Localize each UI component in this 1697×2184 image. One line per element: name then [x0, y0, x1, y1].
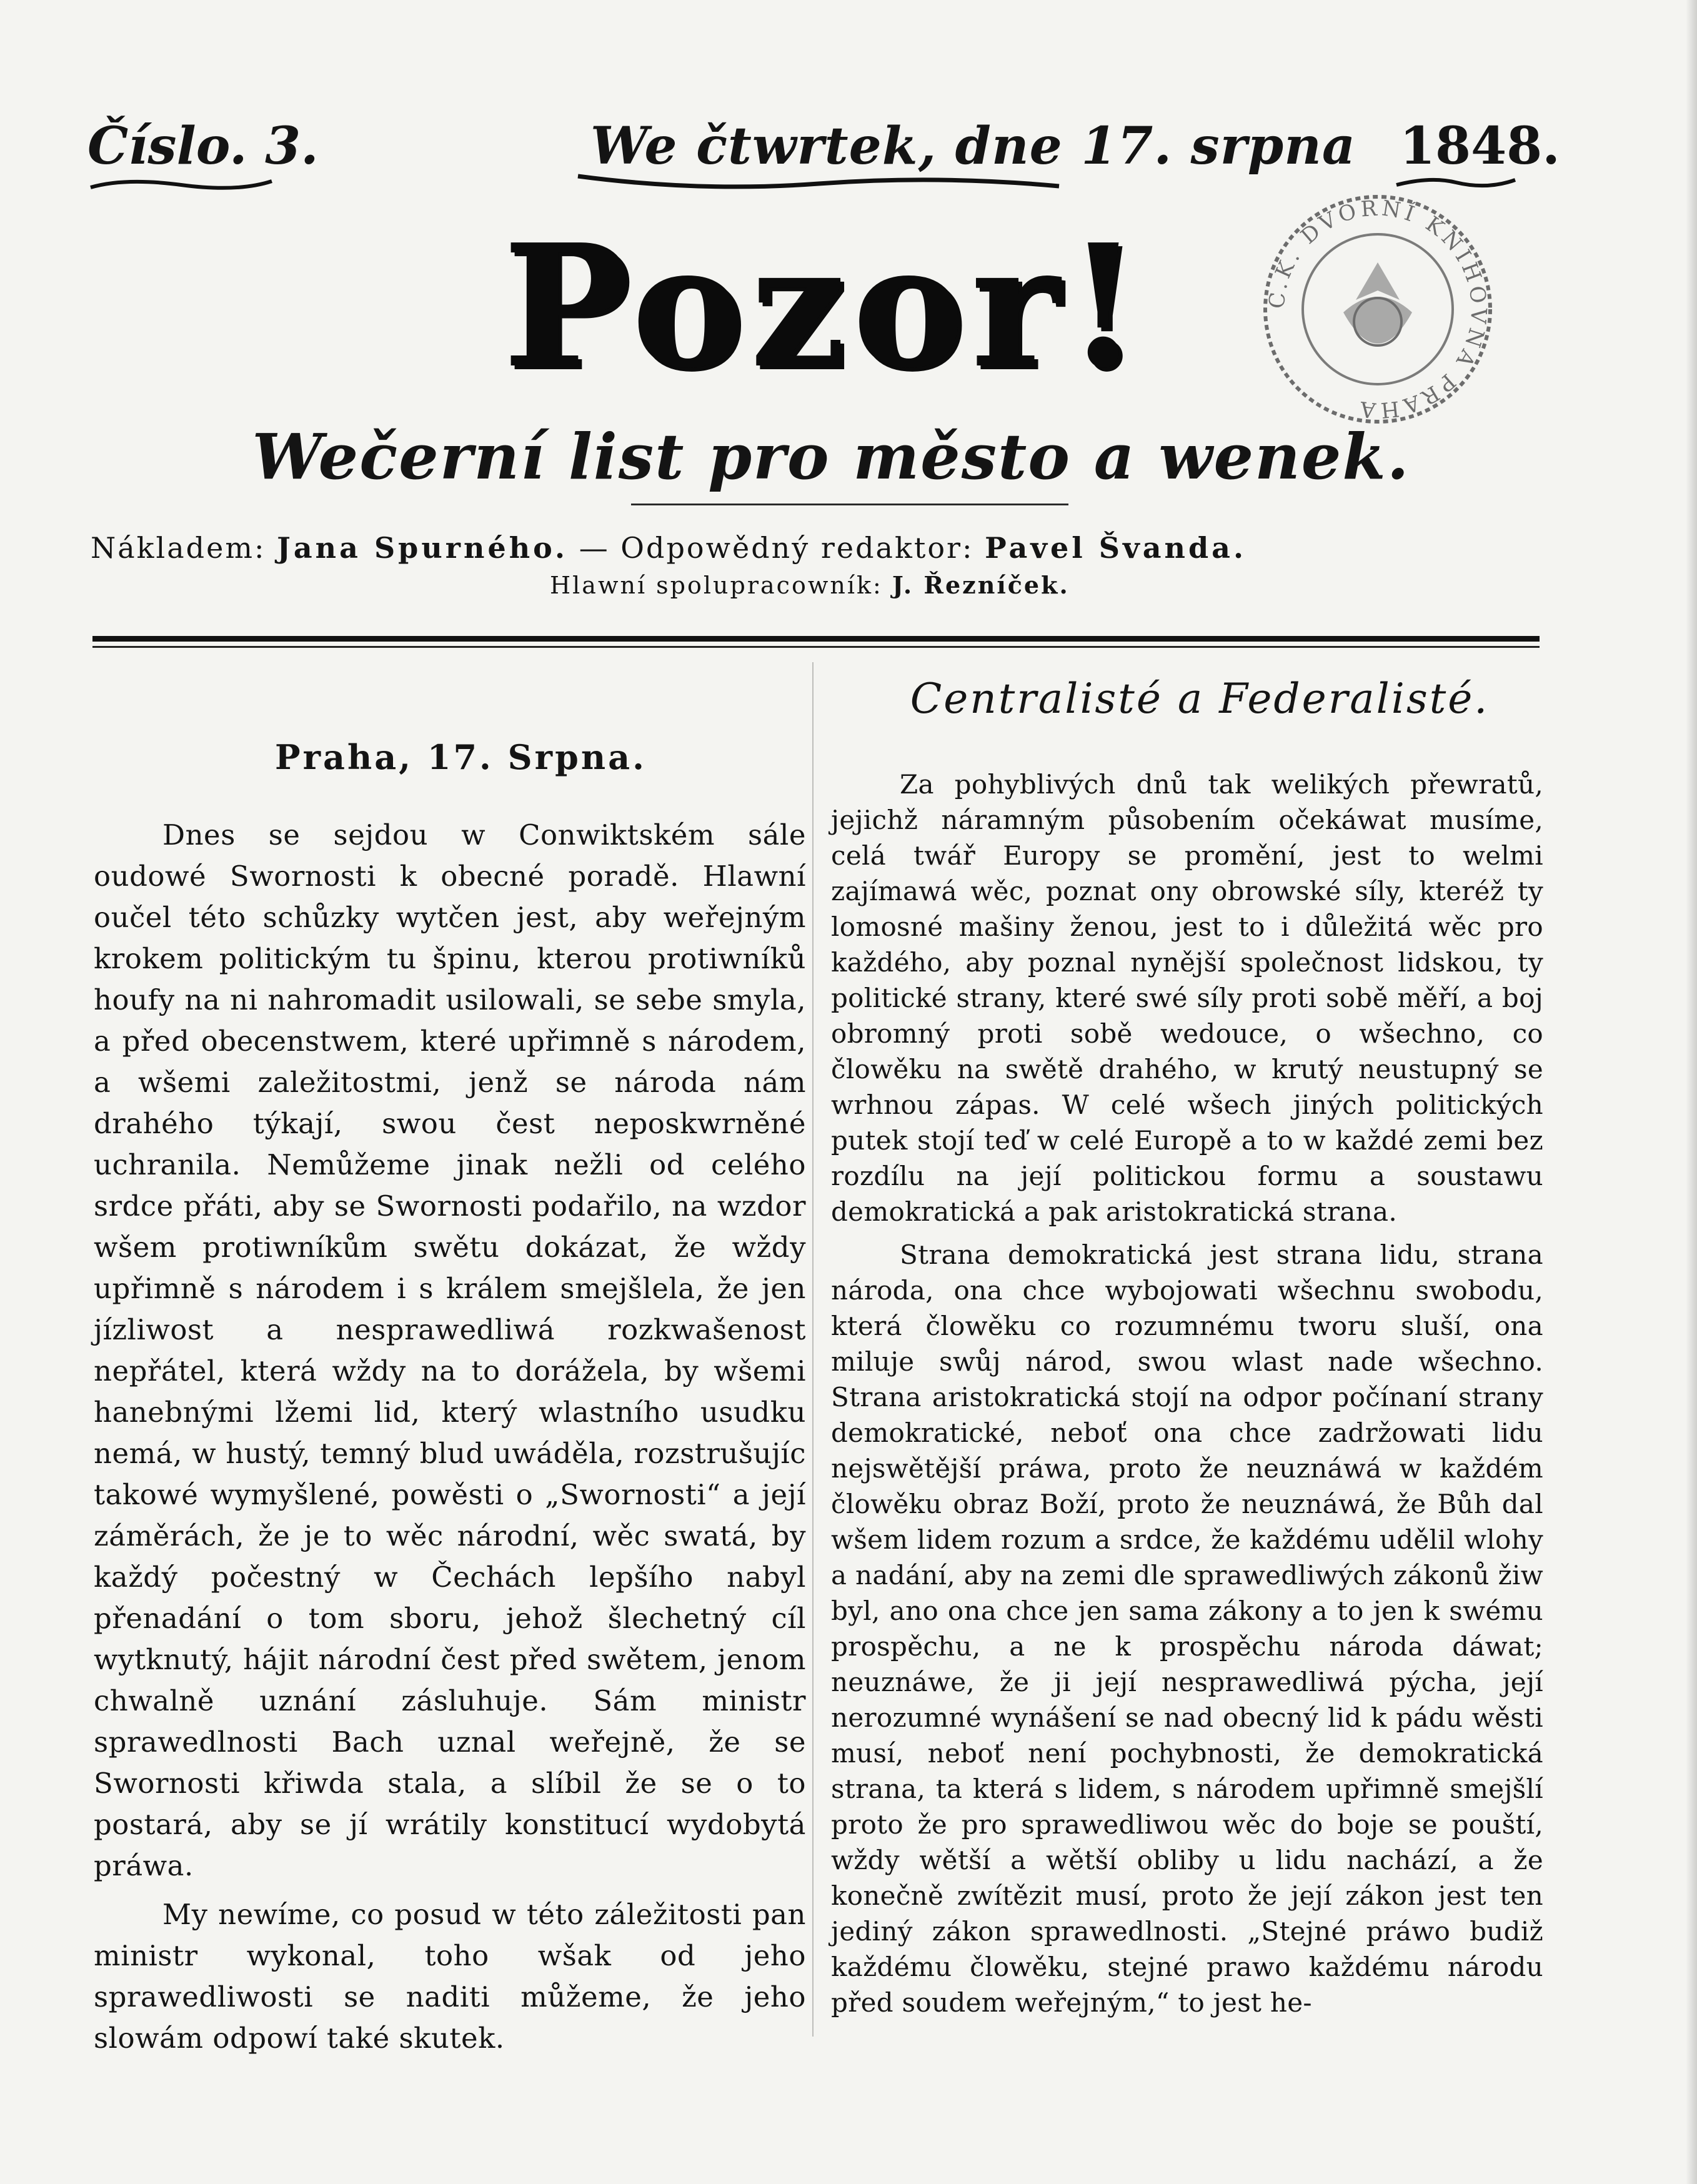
subtitle-rule	[631, 504, 1068, 505]
issue-underline-flourish	[87, 176, 275, 195]
editor-label: — Odpowědný redaktor:	[579, 531, 974, 565]
left-column	[94, 737, 806, 2067]
header-rule-thick	[92, 636, 1540, 642]
contributor-label: Hlawní spolupracowník:	[550, 572, 883, 599]
library-stamp	[1256, 187, 1500, 431]
column-divider	[812, 662, 814, 2037]
stamp-text: C.K. DVORNÍ KNIHOVNA PRAHA	[1264, 196, 1491, 423]
article-paragraph: Strana demokratická jest strana lidu, strana národa, ona chce wybojowati wšechnu swobodu, která člowěku co rozumnému tworu sluší, ona miluje swůj národ, swou wlast nade wšechno. Strana aristokratická stojí na odpor počínaní strany demokratické, neboť ona chce zadržowati lidu nejswětější práwa, proto že neuznáwá w každém člowěku obraz Boží, proto že neuznáwá, že Bůh dal wšem lidem rozum a srdce, že každému udělil wlohy a nadání, aby na zemi dle sprawedliwých zákonů žiw byl, ano ona chce jen sama zákony a to jen k swému prospěchu, a ne k prospěchu národa dáwat; neuznáwe, že ji její nesprawedliwá pýcha, její nerozumné wynášení se nad obecný lid k pádu wěsti musí, neboť není pochybnosti, že demokratická strana, ta která s lidem, s národem upřimně smejšlí proto že pro sprawedliwou wěc do boje se pouští, wždy wětší a wětší obliby u lidu nachází, a že konečně zwítězit musí, proto že její zákon jest ten jediný zákon sprawedlnosti. „Stejné práwo budiž každému člowěku, stejné prawo každému národu před soudem weřejným,“ to jest he-	[831, 1239, 1543, 2018]
right-column	[831, 675, 1543, 2028]
issue-date: We čtwrtek, dne 17. srpna	[590, 116, 1356, 176]
article-dateline: Praha, 17. Srpna.	[275, 737, 647, 777]
contributor-line	[550, 571, 1300, 599]
issue-year: 1848.	[1400, 116, 1560, 176]
contributor-name: J. Řezníček.	[892, 571, 1070, 599]
masthead-subtitle: Wečerní list pro město a wenek.	[252, 420, 1410, 494]
header-rule-thin	[92, 646, 1540, 648]
publisher-label: Nákladem:	[91, 531, 266, 565]
credits-line	[91, 531, 1528, 565]
editor-name: Pavel Švanda.	[985, 531, 1247, 565]
article-title: Centralisté a Federalisté.	[910, 675, 1490, 723]
masthead-title: Pozor!	[502, 207, 1147, 405]
article-paragraph: Dnes se sejdou w Conwiktském sále oudowé Swornosti k obecné poradě. Hlawní oučel této schůzky wytčen jest, aby weřejným krokem politickým tu špinu, kterou protiwníků houfy na ni nahromadit usilowali, se sebe smyla, a před obecenstwem, které upřimně s národem, a wšemi zaležitostmi, jenž se národa nám drahého týkají, swou čest neposkwrněné uchranila. Nemůžeme jinak nežli od celého srdce přáti, aby se Swornosti podařilo, na wzdor wšem protiwníkům swětu dokázat, že wždy upřimně s národem i s králem smejšlela, že jen jízliwost a nesprawedliwá rozkwašenost nepřátel, která wždy na to dorážela, by wšemi hanebnými lžemi lid, který wlastního usudku nemá, w hustý, temný blud uwáděla, rozstrušujíc takowé wymyšlené, powěsti o „Swornosti“ a její záměrách, že je to wěc národní, wěc swatá, by každý počestný w Čechách lepšího nabyl přenadání o tom sboru, jehož šlechetný cíl wytknutý, hájit národní čest před swětem, jenom chwalně uznání zásluhuje. Sám ministr sprawedlnosti Bach uznal weřejně, že se Swornosti křiwda stala, a slíbil že se o to postará, aby se jí wrátily konstitucí wydobytá práwa.	[94, 818, 806, 1882]
publisher-name: Jana Spurného.	[277, 531, 569, 565]
issue-number: Číslo. 3.	[87, 116, 319, 176]
page-edge-shadow	[1686, 0, 1697, 2184]
article-paragraph: My newíme, co posud w této záležitosti pan ministr wykonal, toho wšak od jeho sprawedliwosti se naditi můžeme, že jeho slowám odpowí také skutek.	[94, 1898, 806, 2055]
article-paragraph: Za pohyblivých dnů tak welikých přewratů, jejichž náramným působením očekáwat musíme, celá twář Europy se promění, jest to welmi zajímawá wěc, poznat ony obrowské síly, kteréž ty lomosné mašiny ženou, jest to i důležitá wěc pro každého, aby poznal nynější společnost lidskou, ty politické strany, které swé síly proti sobě měří, a boj obromný proti sobě wedouce, o wšechno, co člowěku na swětě drahého, w krutý neustupný se wrhnou zápas. W celé wšech jiných politických putek stojí teď w celé Europě a to w každé zemi bez rozdílu na její politickou formu a soustawu demokratická a pak aristokratická strana.	[831, 769, 1543, 1227]
date-underline-flourish	[575, 170, 1062, 195]
